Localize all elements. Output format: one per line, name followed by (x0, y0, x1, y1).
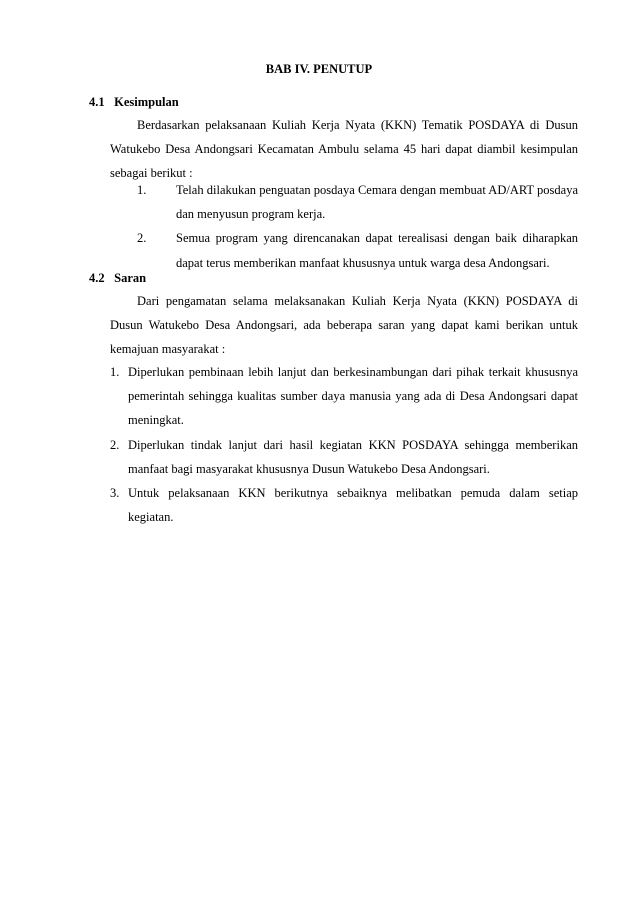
saran-list (110, 360, 578, 529)
list-item-number: 3. (110, 486, 120, 501)
section-number: 4.1 (89, 95, 105, 109)
section-title: Saran (114, 271, 147, 285)
section-title: Kesimpulan (114, 95, 179, 109)
saran-paragraph (110, 289, 578, 362)
list-item (110, 360, 578, 433)
kesimpulan-paragraph (110, 113, 578, 186)
list-item (110, 178, 578, 226)
list-item (110, 226, 578, 274)
list-item-number: 1. (137, 183, 147, 197)
section-heading-kesimpulan (89, 95, 179, 110)
list-item-number: 2. (137, 231, 147, 246)
list-item (110, 433, 578, 481)
section-heading-saran (89, 271, 146, 286)
paragraph-text: Berdasarkan pelaksanaan Kuliah Kerja Nyata (KKN) Tematik POSDAYA di Dusun Watukebo Desa Andongsari Kecamatan Ambulu selama 45 hari dapat diambil kesimpulan sebagai berikut : (110, 118, 578, 181)
list-item-text: Telah dilakukan penguatan posdaya Cemara dengan membuat AD/ART posdaya dan menyusun program kerja. (176, 183, 578, 222)
list-item-number: 2. (110, 437, 120, 452)
list-item (110, 481, 578, 529)
chapter-title: BAB IV. PENUTUP (265, 62, 373, 76)
list-item-number: 1. (110, 365, 120, 379)
list-item-text: Diperlukan tindak lanjut dari hasil kegiatan KKN POSDAYA sehingga memberikan manfaat bagi masyarakat khususnya Dusun Watukebo Desa Andongsari. (128, 437, 578, 476)
list-item-text: Untuk pelaksanaan KKN berikutnya sebaiknya melibatkan pemuda dalam setiap kegiatan. (128, 486, 578, 525)
paragraph-text: Dari pengamatan selama melaksanakan Kuliah Kerja Nyata (KKN) POSDAYA di Dusun Watukebo Desa Andongsari, ada beberapa saran yang dapat kami berikan untuk kemajuan masyarakat : (110, 294, 578, 357)
kesimpulan-list (110, 178, 578, 275)
list-item-text: Semua program yang direncanakan dapat terealisasi dengan baik diharapkan dapat terus memberikan manfaat khususnya untuk warga desa Andongsari. (176, 231, 578, 270)
section-number: 4.2 (89, 271, 105, 285)
list-item-text: Diperlukan pembinaan lebih lanjut dan berkesinambungan dari pihak terkait khususnya pemerintah sehingga kualitas sumber daya manusia yang ada di Desa Andongsari dapat meningkat. (128, 365, 578, 428)
